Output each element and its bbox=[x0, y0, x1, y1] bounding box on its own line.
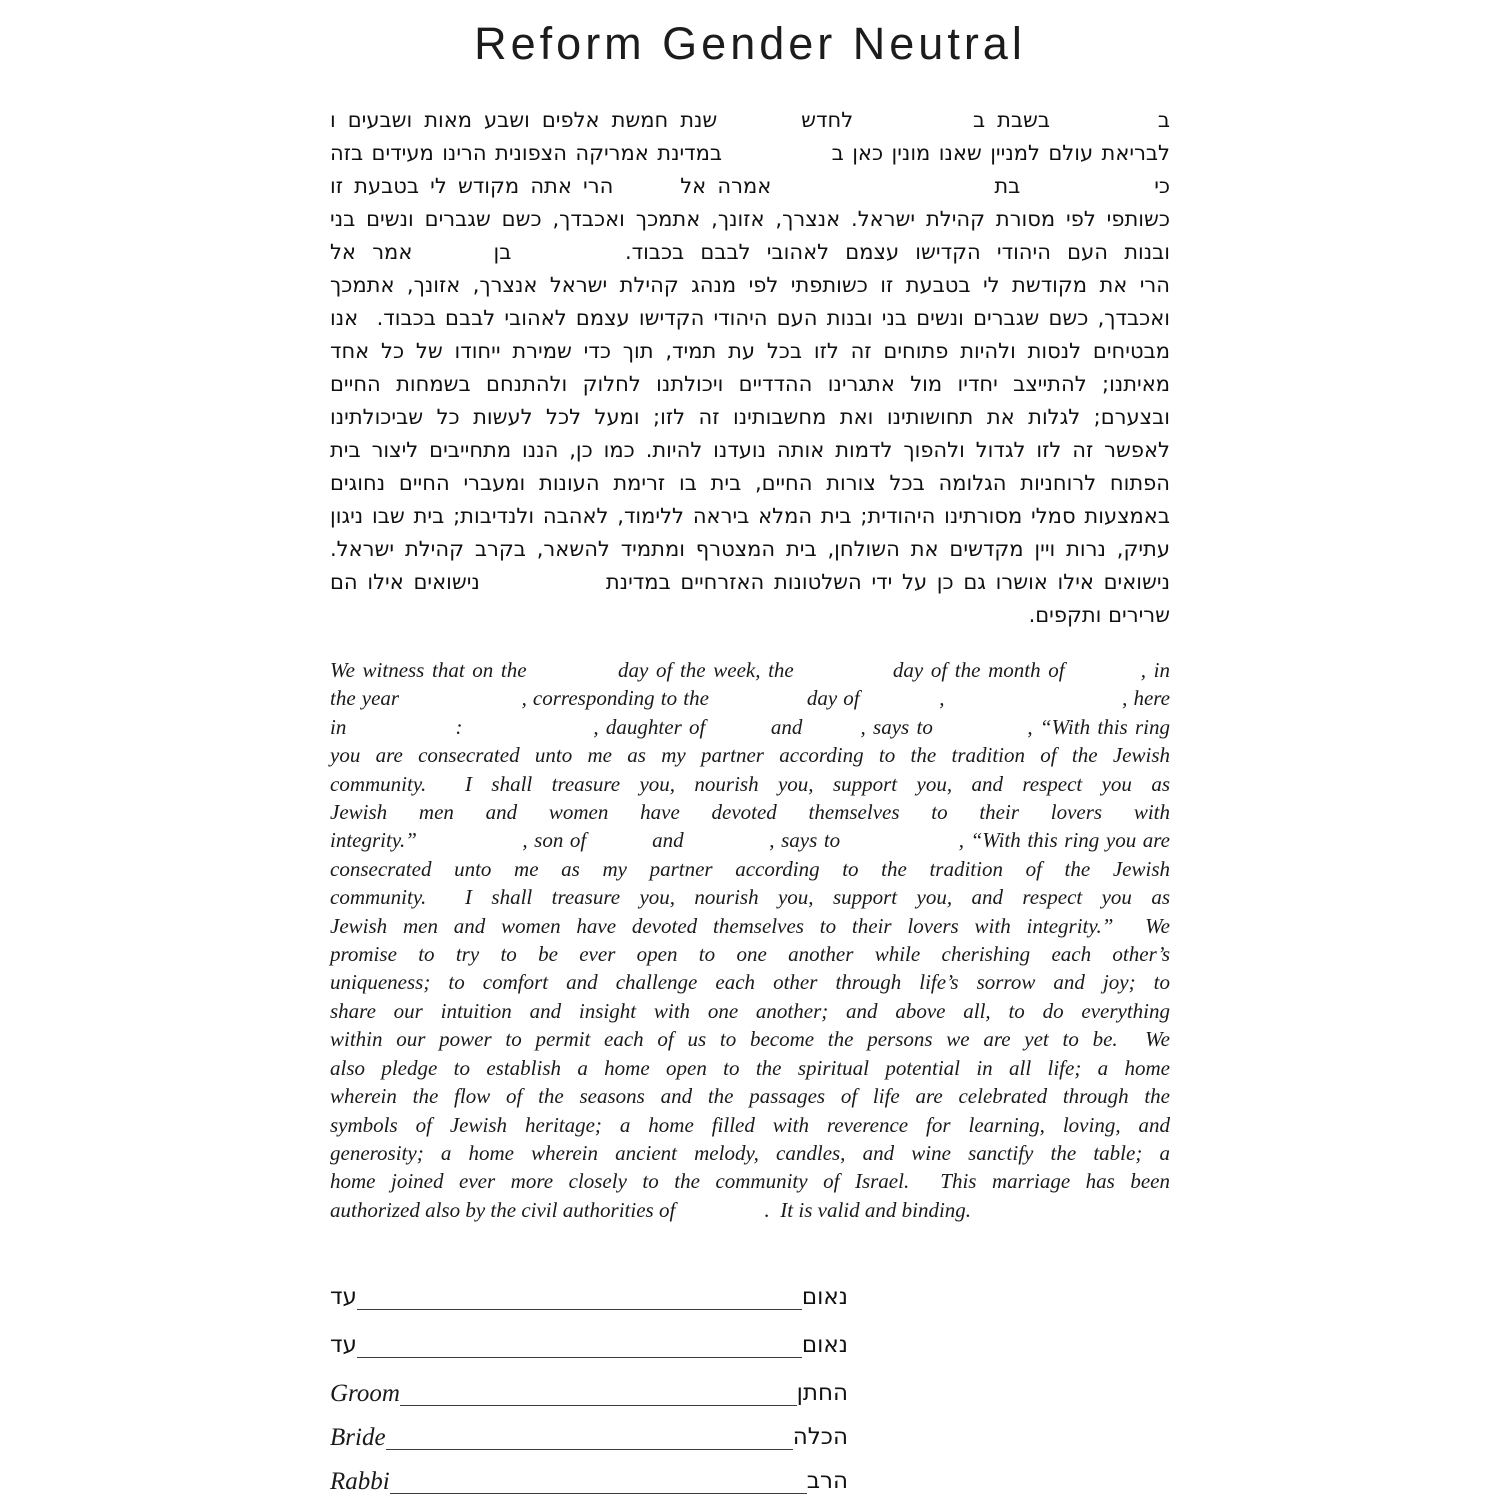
witness-1-signature-line bbox=[357, 1275, 802, 1310]
signature-row-rabbi bbox=[330, 1460, 848, 1494]
bride-label: Bride bbox=[330, 1424, 386, 1452]
english-line: within our power to permit each of us to become the persons we are yet to be. We bbox=[330, 1027, 1170, 1052]
english-line: symbols of Jewish heritage; a home filled with reverence for learning, loving, and bbox=[330, 1112, 1170, 1137]
english-line: Jewish men and women have devoted themselves to their lovers with bbox=[330, 800, 1170, 825]
english-line: uniqueness; to comfort and challenge each other through life’s sorrow and joy; to bbox=[330, 970, 1170, 995]
neum-label: נאום bbox=[801, 1332, 848, 1359]
english-line: Jewish men and women have devoted themselves to their lovers with integrity.” We bbox=[330, 913, 1170, 938]
english-line: consecrated unto me as my partner according to the tradition of the Jewish bbox=[330, 856, 1170, 881]
english-line: in : , daughter of and , says to , “With this ring bbox=[330, 714, 1170, 739]
bride-signature-line bbox=[386, 1415, 793, 1450]
kallah-label: הכלה bbox=[792, 1424, 848, 1451]
hebrew-line: שרירים ותקפים. bbox=[1028, 603, 1170, 627]
page-title: Reform Gender Neutral bbox=[474, 18, 1026, 69]
hebrew-line: עתיק, נרות ויין מקדשים את השולחן, בית המצטרף ומתמיד להשאר, בקרב קהילת ישראל. bbox=[330, 537, 1170, 561]
hebrew-line: כשותפי לפי מסורת קהילת ישראל. אנצרך, אזונך, אתמכך ואכבדך, כשם שגברים ונשים בני bbox=[330, 207, 1170, 231]
witness-label: עד bbox=[330, 1332, 357, 1359]
hebrew-line: מבטיחים לנסות ולהיות פתוחים זה לזו בכל עת תמיד, תוך כדי שמירת ייחודו של כל אחד bbox=[330, 339, 1170, 363]
english-text-block bbox=[330, 656, 1170, 1224]
signature-row-witness-2 bbox=[330, 1324, 848, 1358]
signature-block bbox=[330, 1276, 848, 1494]
groom-label: Groom bbox=[330, 1380, 400, 1408]
neum-label: נאום bbox=[801, 1284, 848, 1311]
english-line: We witness that on the day of the week, the day of the month of , in bbox=[330, 658, 1170, 682]
hebrew-line: ואכבדך, כשם שגברים ונשים בני ובנות העם היהודי הקדישו עצמם לאהובי לבבם בכבוד. אנו bbox=[330, 306, 1170, 330]
english-line: community. I shall treasure you, nourish you, support you, and respect you as bbox=[330, 771, 1170, 796]
english-line: also pledge to establish a home open to the spiritual potential in all life; a home bbox=[330, 1055, 1170, 1080]
hebrew-line: באמצעות סמלי מסורתינו היהודית; בית המלא ביראה ללימוד, לאהבה ולנדיבות; בית שבו ניגון bbox=[330, 504, 1170, 528]
groom-signature-line bbox=[400, 1371, 797, 1406]
hebrew-line: נישואים אילו אושרו גם כן על ידי השלטונות האזרחיים במדינת נישואים אילו הם bbox=[330, 570, 1170, 594]
hebrew-line: כי בת אמרה אל הרי אתה מקודש לי בטבעת זו bbox=[330, 174, 1170, 198]
hebrew-line: לבריאת עולם למניין שאנו מונין כאן ב במדינת אמריקה הצפונית הרינו מעידים בזה bbox=[330, 141, 1170, 165]
english-line: the year , corresponding to the day of , , here bbox=[330, 686, 1170, 711]
english-line: you are consecrated unto me as my partner according to the tradition of the Jewish bbox=[330, 743, 1170, 768]
hebrew-line: ובנות העם היהודי הקדישו עצמם לאהובי לבבם בכבוד. בן אמר אל bbox=[330, 240, 1170, 264]
english-line: home joined ever more closely to the community of Israel. This marriage has been bbox=[330, 1169, 1170, 1194]
hebrew-line: לאפשר זה לזו לגדול ולהפוך לדמות אותה נועדנו להיות. כמו כן, הננו מתחייבים ליצור בית bbox=[330, 438, 1170, 462]
hebrew-line: מאיתנו; להתייצב יחדיו מול אתגרינו ההדדיים ויכולתנו לחלוק ולהתנחם בשמחות החיים bbox=[330, 372, 1170, 396]
hebrew-line: הפתוח לרוחניות הגלומה בכל צורות החיים, בית בו זרימת העונות ומעברי החיים נחוגים bbox=[330, 471, 1170, 495]
english-line: generosity; a home wherein ancient melody, candles, and wine sanctify the table; a bbox=[330, 1140, 1170, 1165]
signature-row-bride bbox=[330, 1416, 848, 1450]
english-line: wherein the flow of the seasons and the passages of life are celebrated through the bbox=[330, 1084, 1170, 1109]
english-line: integrity.” , son of and , says to , “With this ring you are bbox=[330, 828, 1170, 853]
witness-2-signature-line bbox=[357, 1323, 802, 1358]
witness-label: עד bbox=[330, 1284, 357, 1311]
harav-label: הרב bbox=[806, 1468, 848, 1495]
signature-row-groom bbox=[330, 1372, 848, 1406]
english-line: share our intuition and insight with one another; and above all, to do everything bbox=[330, 998, 1170, 1023]
hebrew-line: הרי את מקודשת לי בטבעת זו כשותפתי לפי מנהג קהילת ישראל אנצרך, אזונך, אתמכך bbox=[330, 273, 1170, 297]
hebrew-line: ובצערם; לגלות את תחושותינו ואת מחשבותינו זה לזו; ומעל לכל לעשות כל שביכולתינו bbox=[330, 405, 1170, 429]
rabbi-label: Rabbi bbox=[330, 1468, 390, 1496]
hebrew-text-block bbox=[330, 104, 1170, 632]
english-line: authorized also by the civil authorities of . It is valid and binding. bbox=[330, 1197, 972, 1222]
english-line: community. I shall treasure you, nourish you, support you, and respect you as bbox=[330, 885, 1170, 910]
chatan-label: החתן bbox=[796, 1380, 848, 1407]
hebrew-line: ב בשבת ב לחדש שנת חמשת אלפים ושבע מאות ושבעים ו bbox=[330, 108, 1170, 132]
english-line: promise to try to be ever open to one another while cherishing each other’s bbox=[330, 942, 1170, 967]
rabbi-signature-line bbox=[390, 1459, 807, 1494]
signature-row-witness-1 bbox=[330, 1276, 848, 1310]
